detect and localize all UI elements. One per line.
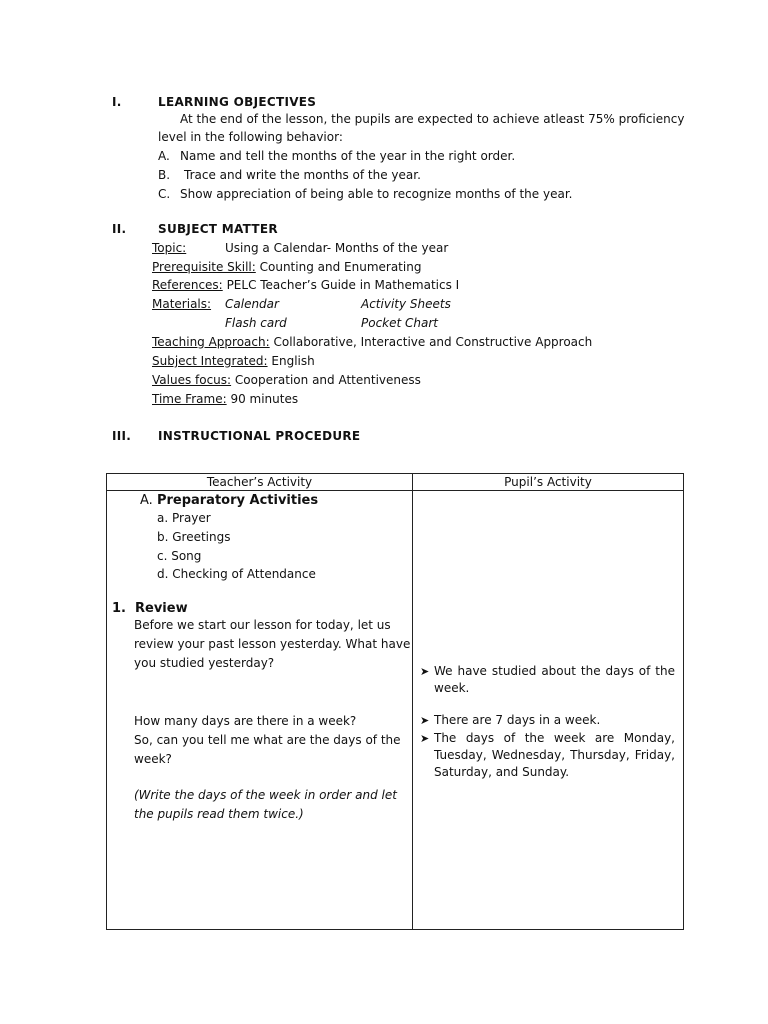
review-line-2: review your past lesson yesterday. What have bbox=[134, 637, 411, 651]
prep-letter: A. bbox=[140, 493, 153, 508]
materials-label: Materials: bbox=[152, 297, 212, 311]
pupil-activity-cell bbox=[413, 491, 684, 930]
references-label: References: bbox=[152, 278, 223, 292]
answer-3-arrow-icon: ➤ bbox=[420, 732, 430, 745]
prep-heading bbox=[140, 493, 318, 508]
review-number: 1. bbox=[112, 601, 126, 616]
prep-item-prayer: a. Prayer bbox=[157, 511, 211, 525]
answer-1-arrow-icon: ➤ bbox=[420, 665, 430, 678]
time-frame-row bbox=[152, 392, 298, 406]
teacher-activity-header: Teacher’s Activity bbox=[107, 474, 413, 491]
objective-c-letter: C. bbox=[158, 187, 171, 201]
prereq-value: Counting and Enumerating bbox=[259, 260, 422, 274]
prep-item-attendance: d. Checking of Attendance bbox=[157, 567, 316, 581]
section-3-title: INSTRUCTIONAL PROCEDURE bbox=[158, 429, 361, 443]
subject-integrated-label: Subject Integrated: bbox=[152, 354, 268, 368]
references-row bbox=[152, 278, 459, 292]
topic-value: Using a Calendar- Months of the year bbox=[225, 241, 449, 255]
question-days-names-line-1: So, can you tell me what are the days of the bbox=[134, 733, 401, 747]
answer-3-line-3: Saturday, and Sunday. bbox=[434, 765, 570, 779]
teacher-activity-cell bbox=[107, 491, 413, 930]
values-focus-value: Cooperation and Attentiveness bbox=[234, 373, 421, 387]
section-1-title: LEARNING OBJECTIVES bbox=[158, 95, 317, 109]
objective-c-text: Show appreciation of being able to recognize months of the year. bbox=[180, 187, 573, 201]
time-frame-label: Time Frame: bbox=[152, 392, 227, 406]
prep-item-song: c. Song bbox=[157, 549, 202, 563]
references-value: PELC Teacher’s Guide in Mathematics I bbox=[226, 278, 460, 292]
answer-1-line-2: week. bbox=[434, 681, 470, 695]
prep-item-greetings: b. Greetings bbox=[157, 530, 231, 544]
section-1-number: I. bbox=[112, 95, 122, 109]
pupil-activity-header: Pupil’s Activity bbox=[413, 474, 684, 491]
answer-3-line-2: Tuesday, Wednesday, Thursday, Friday, bbox=[434, 748, 675, 762]
approach-value: Collaborative, Interactive and Constructive Approach bbox=[273, 335, 593, 349]
subject-integrated-row bbox=[152, 354, 315, 368]
table-header-row bbox=[107, 474, 684, 491]
section-2-title: SUBJECT MATTER bbox=[158, 222, 278, 236]
answer-1-line-1: We have studied about the days of the bbox=[434, 664, 675, 678]
objective-b-text: Trace and write the months of the year. bbox=[184, 168, 421, 182]
answer-2-arrow-icon: ➤ bbox=[420, 714, 430, 727]
approach-label: Teaching Approach: bbox=[152, 335, 270, 349]
question-days-names-line-2: week? bbox=[134, 752, 172, 766]
procedure-table bbox=[106, 473, 684, 930]
prereq-label: Prerequisite Skill: bbox=[152, 260, 256, 274]
prereq-row bbox=[152, 260, 421, 274]
values-focus-label: Values focus: bbox=[152, 373, 232, 387]
review-line-1: Before we start our lesson for today, let us bbox=[134, 618, 391, 632]
teacher-note-line-2: the pupils read them twice.) bbox=[134, 807, 304, 821]
question-days-count: How many days are there in a week? bbox=[134, 714, 357, 728]
values-focus-row bbox=[152, 373, 421, 387]
prep-title: Preparatory Activities bbox=[156, 493, 319, 508]
answer-3-line-1: The days of the week are Monday, bbox=[434, 731, 675, 745]
subject-integrated-value: English bbox=[271, 354, 315, 368]
material-flash-card: Flash card bbox=[225, 316, 287, 330]
objective-a-text: Name and tell the months of the year in the right order. bbox=[180, 149, 516, 163]
section-2-number: II. bbox=[112, 222, 127, 236]
review-title: Review bbox=[135, 601, 188, 616]
objectives-intro-line-2: level in the following behavior: bbox=[158, 130, 343, 144]
answer-2-text: There are 7 days in a week. bbox=[434, 713, 601, 727]
teacher-note-line-1: (Write the days of the week in order and let bbox=[134, 788, 397, 802]
section-3-number: III. bbox=[112, 429, 132, 443]
table-body-row bbox=[107, 491, 684, 930]
review-line-3: you studied yesterday? bbox=[134, 656, 275, 670]
objective-a-letter: A. bbox=[158, 149, 170, 163]
material-activity-sheets: Activity Sheets bbox=[361, 297, 451, 311]
material-pocket-chart: Pocket Chart bbox=[361, 316, 439, 330]
objective-b-letter: B. bbox=[158, 168, 171, 182]
time-frame-value: 90 minutes bbox=[230, 392, 299, 406]
objectives-intro-line-1: At the end of the lesson, the pupils are expected to achieve atleast 75% proficiency bbox=[180, 112, 685, 126]
material-calendar: Calendar bbox=[225, 297, 279, 311]
approach-row bbox=[152, 335, 592, 349]
topic-label: Topic: bbox=[152, 241, 187, 255]
